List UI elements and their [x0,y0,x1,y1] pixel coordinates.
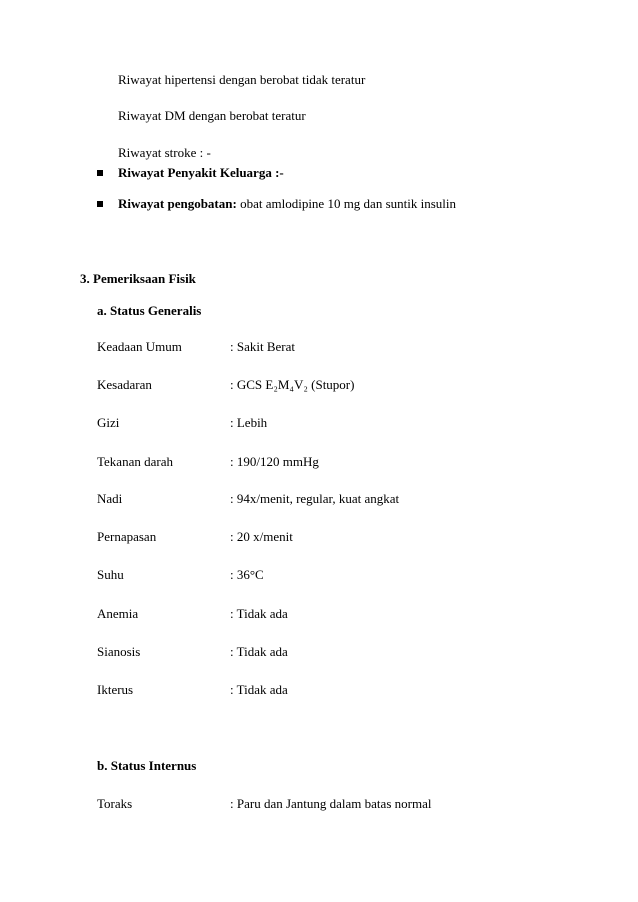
square-bullet-icon [97,201,103,207]
internus-value: : Paru dan Jantung dalam batas normal [230,796,432,811]
generalis-value: : 20 x/menit [230,529,293,544]
medication-value: obat amlodipine 10 mg dan suntik insulin [236,196,457,211]
subsection-b-title: b. Status Internus [97,758,197,773]
history-stroke: Riwayat stroke : - [118,145,211,160]
medication-history [118,196,456,212]
square-bullet-icon [97,170,103,176]
generalis-value: : Tidak ada [230,644,288,659]
generalis-value: : 36°C [230,567,264,582]
generalis-value: : Sakit Berat [230,339,295,354]
section-title: 3. Pemeriksaan Fisik [80,271,196,286]
generalis-label: Gizi [97,415,120,430]
generalis-label: Ikterus [97,682,134,697]
generalis-label: Sianosis [97,644,141,659]
generalis-label: Suhu [97,567,124,582]
generalis-value: : Tidak ada [230,682,288,697]
generalis-label: Anemia [97,606,139,621]
history-hypertension: Riwayat hipertensi dengan berobat tidak teratur [118,72,366,87]
internus-label: Toraks [97,796,133,811]
generalis-label: Kesadaran [97,377,152,392]
generalis-value: : Lebih [230,415,268,430]
generalis-value: : 94x/menit, regular, kuat angkat [230,491,400,506]
generalis-label: Keadaan Umum [97,339,182,354]
subsection-a-title: a. Status Generalis [97,303,202,318]
generalis-label: Pernapasan [97,529,157,544]
generalis-value: : GCS E₂M₄V₂ (Stupor) [230,377,355,392]
generalis-label: Tekanan darah [97,454,173,469]
generalis-value: : Tidak ada [230,606,288,621]
history-dm: Riwayat DM dengan berobat teratur [118,108,306,123]
generalis-value: : 190/120 mmHg [230,454,319,469]
family-history-heading: Riwayat Penyakit Keluarga :- [118,165,284,180]
generalis-label: Nadi [97,491,123,506]
medication-label: Riwayat pengobatan: [118,196,237,211]
